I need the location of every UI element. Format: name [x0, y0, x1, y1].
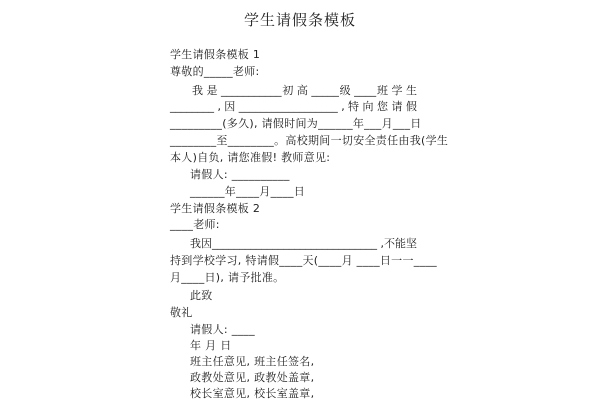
body-segment: 级 ____ [339, 84, 377, 97]
template2-greeting: ____老师: [170, 218, 220, 231]
body-segment: 我 是 ___________ [192, 84, 282, 97]
body-segment: ________ , [170, 100, 221, 113]
template1-signature: 请假人: __________ [190, 168, 290, 181]
body-segment: 不能坚 [384, 237, 417, 250]
template2-body-line-1 [190, 237, 416, 251]
template2-signature: 请假人: ____ [190, 323, 255, 336]
template2-body-line-2: 持到学校学习, 特请假____天(____月 ____日一一____ [170, 254, 437, 267]
template1-body-line-3: _________(多久), 请假时间为______年___月___日 [170, 117, 422, 130]
template1-body-line-1 [192, 84, 417, 98]
body-segment: 班 学 生 [376, 84, 417, 97]
template2-closing-1: 此致 [190, 289, 213, 302]
body-segment: 特 向 您 请 假 [348, 100, 417, 113]
template2-body-line-3: 月____日), 请予批准。 [170, 271, 285, 284]
template1-body-line-5: 本人)自负, 请您准假! 教师意见: [170, 151, 331, 164]
body-segment: 我因______________________________ , [190, 237, 384, 250]
template2-approval-1: 班主任意见, 班主任签名, [190, 355, 315, 368]
template1-date: ______年____月____日 [190, 185, 306, 198]
template1-body-line-4: ________至________。高校期间一切安全责任由我(学生 [170, 134, 449, 147]
template2-approval-3: 校长室意见, 校长室盖章, [190, 387, 315, 400]
template2-approval-2: 政教处意见, 政教处盖章, [190, 371, 315, 384]
template2-date: 年 月 日 [190, 339, 232, 352]
template2-heading: 学生请假条模板 2 [170, 202, 261, 215]
template1-body-line-2 [170, 100, 417, 114]
body-segment: 初 高 _____ [282, 84, 339, 97]
body-segment: 因 __________________ , [224, 100, 345, 113]
document-title: 学生请假条模板 [243, 11, 356, 29]
template1-heading: 学生请假条模板 1 [170, 48, 261, 61]
template2-closing-2: 敬礼 [170, 306, 193, 319]
template1-greeting: 尊敬的_____老师: [170, 65, 260, 78]
